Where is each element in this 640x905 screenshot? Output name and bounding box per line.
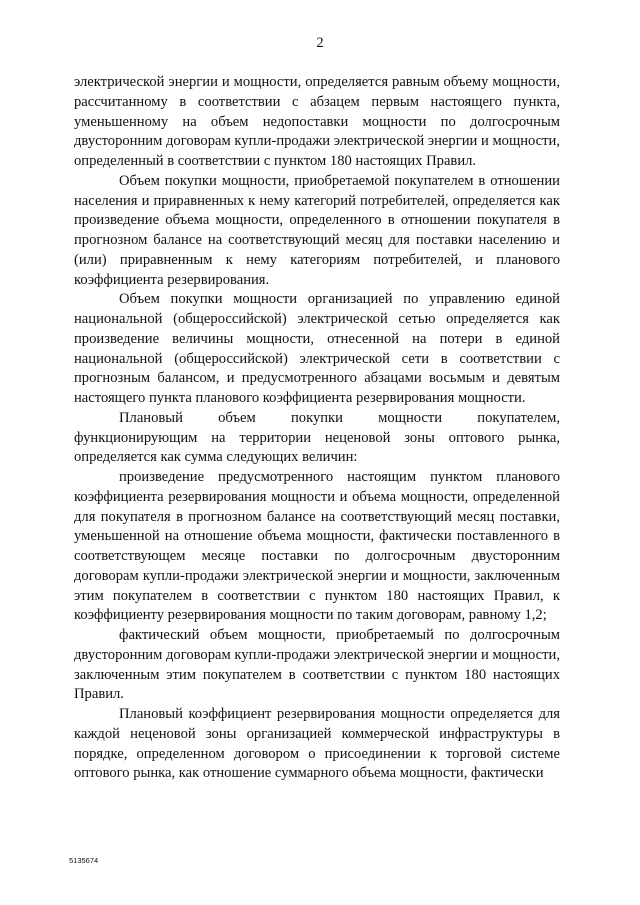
- paragraph: Объем покупки мощности, приобретаемой покупателем в отношении населения и приравненных к нему категорий потребителей, определяется как произведение объема мощности, определенного в отношении покупателя в прогнозном балансе на соответствующий месяц для поставки населению и (или) приравненным к нему категориям потребителей, и планового коэффициента резервирования.: [74, 172, 560, 288]
- paragraph: электрической энергии и мощности, определяется равным объему мощности, рассчитанному в соответствии с абзацем первым настоящего пункта, уменьшенному на объем недопоставки мощности по долгосрочным двусторонним договорам купли-продажи электрической энергии и мощности, определенный в соответствии с пунктом 180 настоящих Правил.: [74, 74, 560, 169]
- document-code: 5135674: [69, 856, 99, 865]
- paragraph: Плановый объем покупки мощности покупателем, функционирующим на территории неценовой зоны оптового рынка, определяется как сумма следующих величин:: [74, 409, 560, 466]
- paragraph: произведение предусмотренного настоящим пунктом планового коэффициента резервирования мощности и объема мощности, определенной для покупателя в прогнозном балансе на соответствующий месяц поставки, уменьшенной на отношение объема мощности, фактически поставленного в соответствующем месяце поставки по долгосрочным двусторонним договорам купли-продажи электрической энергии и мощности, заключенным этим покупателем в соответствии с пунктом 180 настоящих Правил, к коэффициенту резервирования мощности по таким договорам, равному 1,2;: [74, 469, 560, 624]
- paragraph: фактический объем мощности, приобретаемый по долгосрочным двусторонним договорам купли-продажи электрической энергии и мощности, заключенным этим покупателем в соответствии с пунктом 180 настоящих Правил.: [74, 627, 560, 703]
- page-number: 2: [316, 35, 324, 51]
- paragraph: Плановый коэффициент резервирования мощности определяется для каждой неценовой зоны организацией коммерческой инфраструктуры в порядке, определенном договором о присоединении к торговой системе оптового рынка, как отношение суммарного объема мощности, фактически: [74, 706, 560, 782]
- document-body: [74, 73, 560, 784]
- paragraph: Объем покупки мощности организацией по управлению единой национальной (общероссийской) электрической сетью определяется как произведение величины мощности, отнесенной на потери в единой национальной (общероссийской) электрической сети в соответствии с прогнозным балансом, и предусмотренного абзацами восьмым и девятым настоящего пункта планового коэффициента резервирования мощности.: [74, 291, 560, 406]
